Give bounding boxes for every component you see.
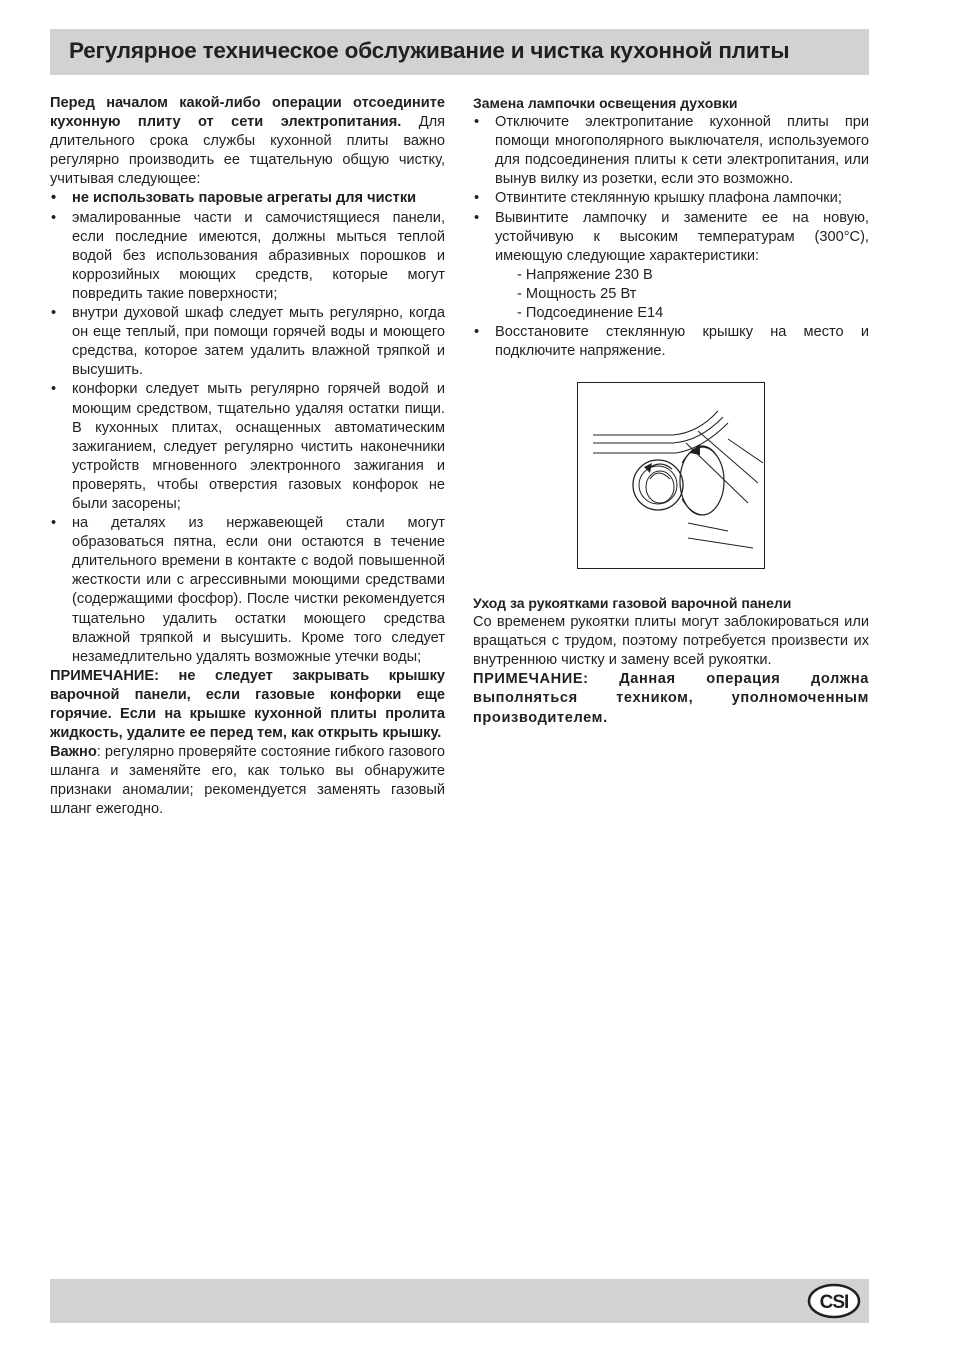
list-item: • эмалированные части и самочистящиеся панели, если последние имеются, должны мыться теплой водой без использования абразивных порошков и коррозийных моющих средств, которые могут повредить такие поверхности; — [50, 209, 445, 304]
page-title: Регулярное техническое обслуживание и чистка кухонной плиты — [69, 38, 790, 63]
lamp-steps — [473, 113, 869, 266]
knobs-section-title: Уход за рукоятками газовой варочной панели — [473, 595, 792, 611]
lamp-illustration — [577, 382, 765, 569]
intro-text: Для длительного срока службы кухонной плиты важно регулярно производить ее тщательную общую чистку, учитывая следующее: — [50, 114, 446, 188]
oven-lamp-diagram — [578, 383, 764, 568]
language-logo — [807, 1283, 861, 1319]
knobs-note: ПРИМЕЧАНИЕ: Данная операция должна выполняться техником, уполномоченным производителем. — [473, 671, 869, 726]
list-item: • Восстановите стеклянную крышку на место и подключите напряжение. — [473, 323, 869, 361]
list-item: • Отвинтите стеклянную крышку плафона лампочки; — [473, 189, 869, 208]
list-item: • внутри духовой шкаф следует мыть регулярно, когда он еще теплый, при помощи горячей воды и моющего средства, которое затем удалить влажной тряпкой и высушить. — [50, 304, 445, 380]
lamp-section-title: Замена лампочки освещения духовки — [473, 95, 738, 111]
important-text: : регулярно проверяйте состояние гибкого газового шланга и заменяйте его, как только вы обнаружите признаки аномалии; рекомендуется заменять газовый шланг ежегодно. — [50, 744, 445, 818]
lamp-steps-end — [473, 323, 869, 361]
list-item: • Отключите электропитание кухонной плиты при помощи многополярного выключателя, используемого для подсоединения плиты к сети электропитания, или вынув вилку из розетки, если это возможно. — [473, 113, 869, 189]
header-bar — [50, 29, 869, 75]
left-column — [50, 94, 445, 820]
logo-text: CSI — [819, 1292, 849, 1313]
knobs-text: Со временем рукоятки плиты могут заблокироваться или вращаться с трудом, поэтому потребуется произвести их внутреннюю чистку и замену всей рукоятки. — [473, 614, 869, 669]
right-column — [473, 94, 869, 361]
spec-power: - Мощность 25 Вт — [517, 285, 637, 302]
lid-note: ПРИМЕЧАНИЕ: не следует закрывать крышку варочной панели, если газовые конфорки еще горячие. Если на крышке кухонной плиты пролита жидкость, удалите ее перед тем, как открыть крышку. — [50, 667, 445, 742]
spec-connection: - Подсоединение E14 — [517, 305, 664, 322]
important-label: Важно — [50, 744, 97, 761]
list-item: • не использовать паровые агрегаты для чистки — [50, 189, 445, 208]
list-item: • Вывинтите лампочку и замените ее на новую, устойчивую к высоким температурам (300°C), имеющую следующие характеристики: — [473, 209, 869, 266]
footer-bar — [50, 1279, 869, 1323]
cleaning-list — [50, 189, 445, 666]
important-paragraph — [50, 743, 445, 819]
intro-warning: Перед началом какой-либо операции отсоедините кухонную плиту от сети электропитания. — [50, 95, 445, 131]
list-item: • конфорки следует мыть регулярно горячей водой и моющим средством, тщательно удаляя остатки пищи. В кухонных плитах, оснащенных автоматическим зажиганием, следует регулярно чистить наконечники устройств мгновенного электронного зажигания и проверять, чтобы отверстия газовых конфорок не были засорены; — [50, 380, 445, 514]
knobs-section — [473, 594, 869, 728]
intro-paragraph — [50, 94, 445, 189]
csi-logo-icon — [807, 1283, 861, 1319]
spec-voltage: - Напряжение 230 В — [517, 266, 653, 283]
list-item: • на деталях из нержавеющей стали могут образоваться пятна, если они остаются в течение длительного времени в контакте с водой повышенной жесткости или с агрессивными моющими средствами (содержащими фосфор). После чистки рекомендуется тщательно удалить остатки моющего средства влажной тряпкой и высушить. Кроме того следует незамедлительно удалять возможные утечки воды; — [50, 514, 445, 667]
